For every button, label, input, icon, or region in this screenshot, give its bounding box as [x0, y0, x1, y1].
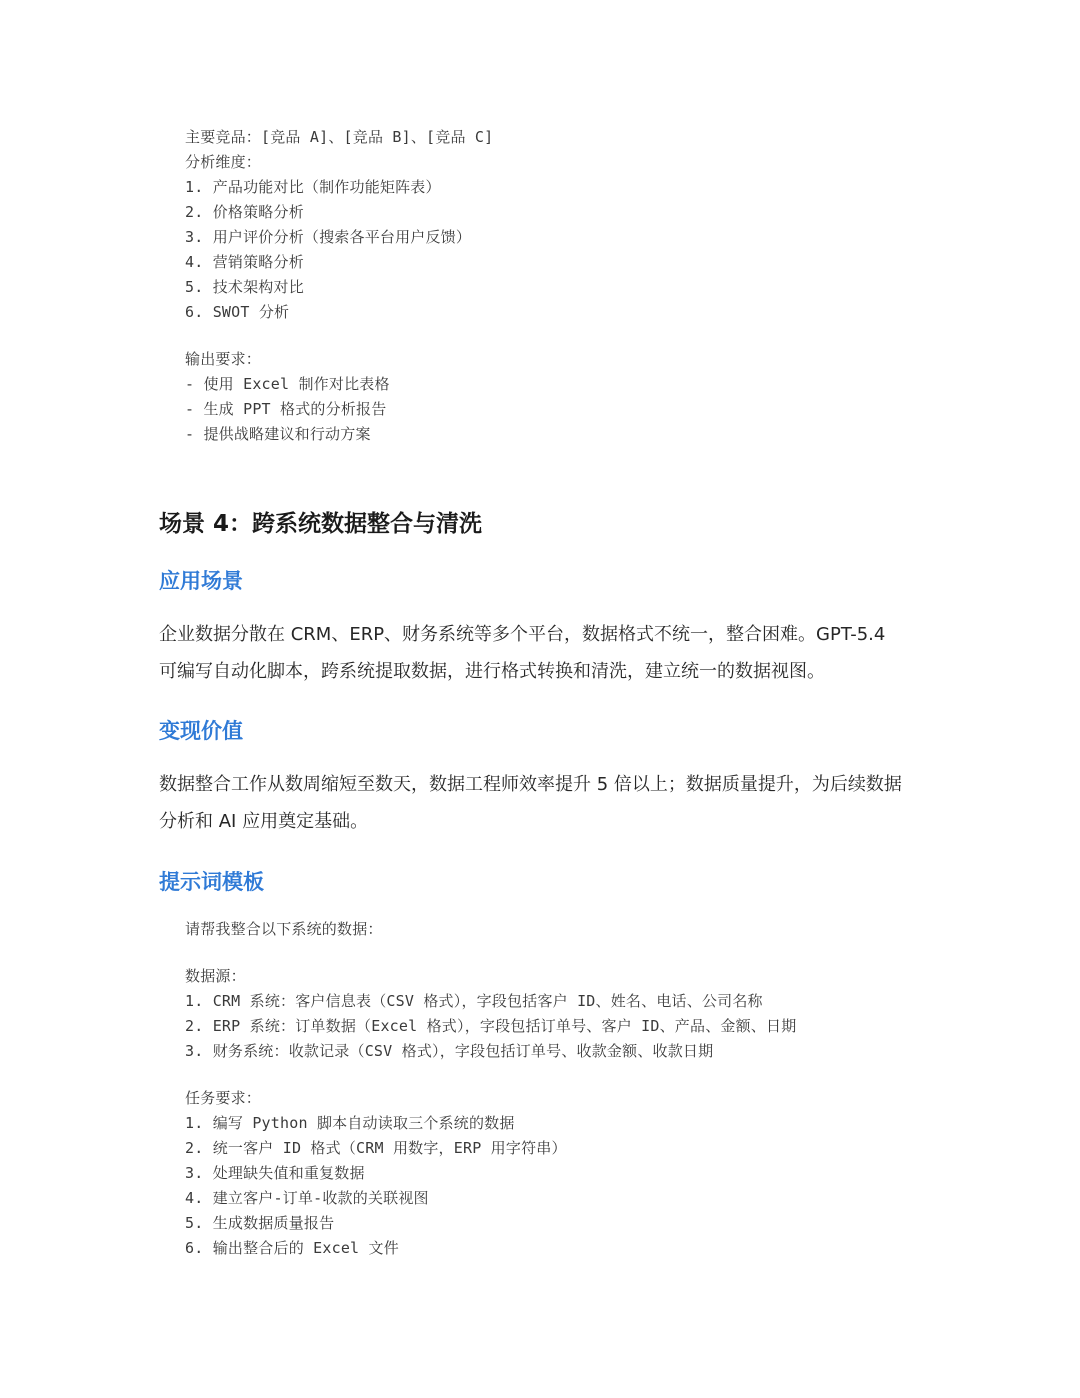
prompt-template-block	[185, 917, 945, 1261]
tasks-heading: 任务要求：	[185, 1089, 262, 1107]
paragraph-line: 数据整合工作从数周缩短至数天，数据工程师效率提升 5 倍以上；数据质量提升，为后续数据	[159, 774, 902, 795]
paragraph-line: 企业数据分散在 CRM、ERP、财务系统等多个平台，数据格式不统一，整合困难。GPT-5.4	[159, 624, 886, 645]
prompt-intro: 请帮我整合以下系统的数据：	[185, 920, 383, 938]
dimension-item: 1. 产品功能对比（制作功能矩阵表）	[185, 178, 441, 196]
competitors-line: 主要竞品：[竞品 A]、[竞品 B]、[竞品 C]	[185, 128, 494, 146]
prompt-heading: 提示词模板	[159, 870, 264, 894]
source-item: 3. 财务系统：收款记录（CSV 格式），字段包括订单号、收款金额、收款日期	[185, 1042, 714, 1060]
output-item: - 使用 Excel 制作对比表格	[185, 375, 390, 393]
application-heading: 应用场景	[159, 569, 243, 593]
output-heading: 输出要求：	[185, 350, 262, 368]
task-item: 6. 输出整合后的 Excel 文件	[185, 1239, 399, 1257]
dimension-item: 5. 技术架构对比	[185, 278, 304, 296]
value-heading: 变现价值	[159, 719, 243, 743]
paragraph-line: 可编写自动化脚本，跨系统提取数据，进行格式转换和清洗，建立统一的数据视图。	[159, 661, 825, 682]
dimension-item: 3. 用户评价分析（搜索各平台用户反馈）	[185, 228, 472, 246]
source-item: 2. ERP 系统：订单数据（Excel 格式），字段包括订单号、客户 ID、产品、金额、日期	[185, 1017, 797, 1035]
source-item: 1. CRM 系统：客户信息表（CSV 格式），字段包括客户 ID、姓名、电话、公司名称	[185, 992, 763, 1010]
task-item: 5. 生成数据质量报告	[185, 1214, 335, 1232]
dimension-item: 2. 价格策略分析	[185, 203, 304, 221]
output-item: - 生成 PPT 格式的分析报告	[185, 400, 387, 418]
scenario-title: 场景 4：跨系统数据整合与清洗	[159, 511, 483, 537]
paragraph-line: 分析和 AI 应用奠定基础。	[159, 811, 369, 832]
application-paragraph	[159, 616, 939, 690]
task-item: 3. 处理缺失值和重复数据	[185, 1164, 365, 1182]
task-item: 2. 统一客户 ID 格式（CRM 用数字，ERP 用字符串）	[185, 1139, 567, 1157]
dimension-item: 4. 营销策略分析	[185, 253, 304, 271]
task-item: 1. 编写 Python 脚本自动读取三个系统的数据	[185, 1114, 515, 1132]
output-item: - 提供战略建议和行动方案	[185, 425, 371, 443]
sources-heading: 数据源：	[185, 967, 246, 985]
dimensions-heading: 分析维度：	[185, 153, 262, 171]
value-paragraph	[159, 766, 939, 840]
competitor-template-block	[185, 125, 945, 447]
task-item: 4. 建立客户-订单-收款的关联视图	[185, 1189, 429, 1207]
dimension-item: 6. SWOT 分析	[185, 303, 290, 321]
